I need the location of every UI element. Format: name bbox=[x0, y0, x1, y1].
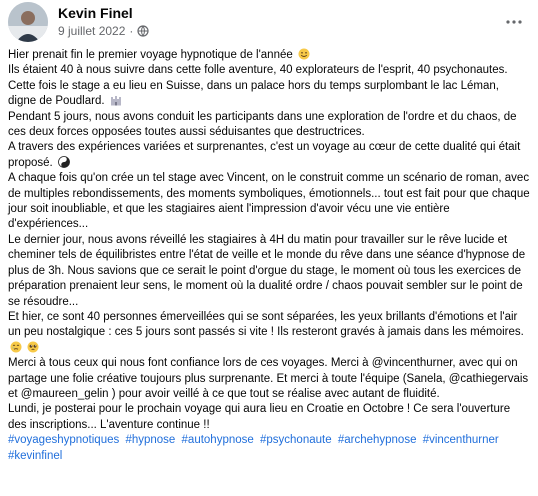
hashtag-link[interactable]: #autohypnose bbox=[181, 434, 254, 447]
post-paragraph: A chaque fois qu'on crée un tel stage avec Vincent, on le construit comme un scénario de roman, avec de multiples rebondissements, des moments symboliques, émotionnels... tout est fait pour que chaque jour soit inoubliable, et que les stagiaires aient l'impression d'avoir vécu une vie entière d'expériences... bbox=[8, 172, 530, 231]
post-paragraph: Merci à tous ceux qui nous font confiance lors de ces voyages. Merci à @vincenthurner, avec qui on partage une folie créative toujours plus surprenante. Et merci à toute l'équipe (Sanela, @cathiegervais et @maureen_gelin ) pour avoir veillé à ce que tout se réalise avec autant de fluidité. bbox=[8, 357, 529, 400]
post-paragraph: Le dernier jour, nous avons réveillé les stagiaires à 4H du matin pour travailler sur le rêve lucide et cheminer tels de équilibristes entre l'état de veille et le monde du rêve dans une séance d'hypnose de plus de 3h. Nous savions que ce serait le point d'orgue du stage, le moment où tous les exercices de préparation prenaient leur sens, le moment où la dualité ordre / chaos pouvait sembler sur le point de se résoudre... bbox=[8, 233, 526, 308]
post-text bbox=[8, 48, 530, 464]
author-name[interactable]: Kevin Finel bbox=[58, 5, 133, 21]
globe-icon[interactable] bbox=[137, 25, 149, 37]
author-avatar[interactable] bbox=[8, 2, 48, 42]
hashtag-link[interactable]: #archehypnose bbox=[337, 434, 417, 447]
post-date[interactable]: 9 juillet 2022 bbox=[58, 24, 126, 38]
avatar-image bbox=[8, 2, 48, 42]
post-paragraph: Ils étaient 40 à nous suivre dans cette folle aventure, 40 explorateurs de l'esprit, 40 psychonautes. bbox=[8, 64, 508, 77]
post-paragraph bbox=[8, 310, 530, 356]
paragraph-text: A travers des expériences variées et surprenantes, c'est un voyage au cœur de cette dualité qui était proposé. bbox=[8, 141, 521, 169]
hashtag-link[interactable]: #psychonaute bbox=[260, 434, 332, 447]
hashtag-link[interactable]: #voyageshypnotiques bbox=[8, 434, 120, 447]
paragraph-text: Hier prenait fin le premier voyage hypnotique de l'année bbox=[8, 49, 293, 61]
more-horizontal-icon bbox=[506, 20, 522, 24]
post-paragraph: Lundi, je posterai pour le prochain voyage qui aura lieu en Croatie en Octobre ! Ce sera l'ouverture des inscriptions... L'aventure continue !! bbox=[8, 403, 511, 431]
paragraph-text: Cette fois le stage a eu lieu en Suisse, dans un palace hors du temps surplombant le lac Léman, digne de Poudlard. bbox=[8, 79, 499, 108]
hashtag-link[interactable]: #hypnose bbox=[125, 434, 176, 447]
paragraph-text: Et hier, ce sont 40 personnes émerveillées qui se sont séparées, les yeux brillants d'émotions et l'air un peu nostalgique : ces 5 jours sont passés si vite ! Ils resteront gravés à jamais dans les mémoires. bbox=[8, 310, 524, 339]
yin-yang-icon bbox=[58, 156, 70, 168]
post-header bbox=[0, 0, 538, 44]
hashtag-list bbox=[8, 433, 530, 464]
hashtag-link[interactable]: #kevinfinel bbox=[8, 449, 63, 462]
teary-face-emoji-icon bbox=[10, 341, 22, 353]
pleading-face-emoji-icon bbox=[27, 341, 39, 353]
more-options-button[interactable] bbox=[502, 10, 526, 34]
post-meta bbox=[58, 24, 149, 38]
meta-separator: · bbox=[129, 24, 134, 38]
post-paragraph: Pendant 5 jours, nous avons conduit les participants dans une exploration de l'ordre et du chaos, de ces deux forces opposées toutes aussi séduisantes que destructrices. bbox=[8, 110, 517, 139]
post-paragraph bbox=[8, 79, 530, 110]
castle-emoji-icon bbox=[110, 94, 122, 106]
smile-emoji-icon bbox=[298, 48, 310, 60]
hashtag-link[interactable]: #vincenthurner bbox=[422, 434, 499, 447]
post-paragraph bbox=[8, 140, 530, 171]
post-paragraph bbox=[8, 48, 530, 63]
